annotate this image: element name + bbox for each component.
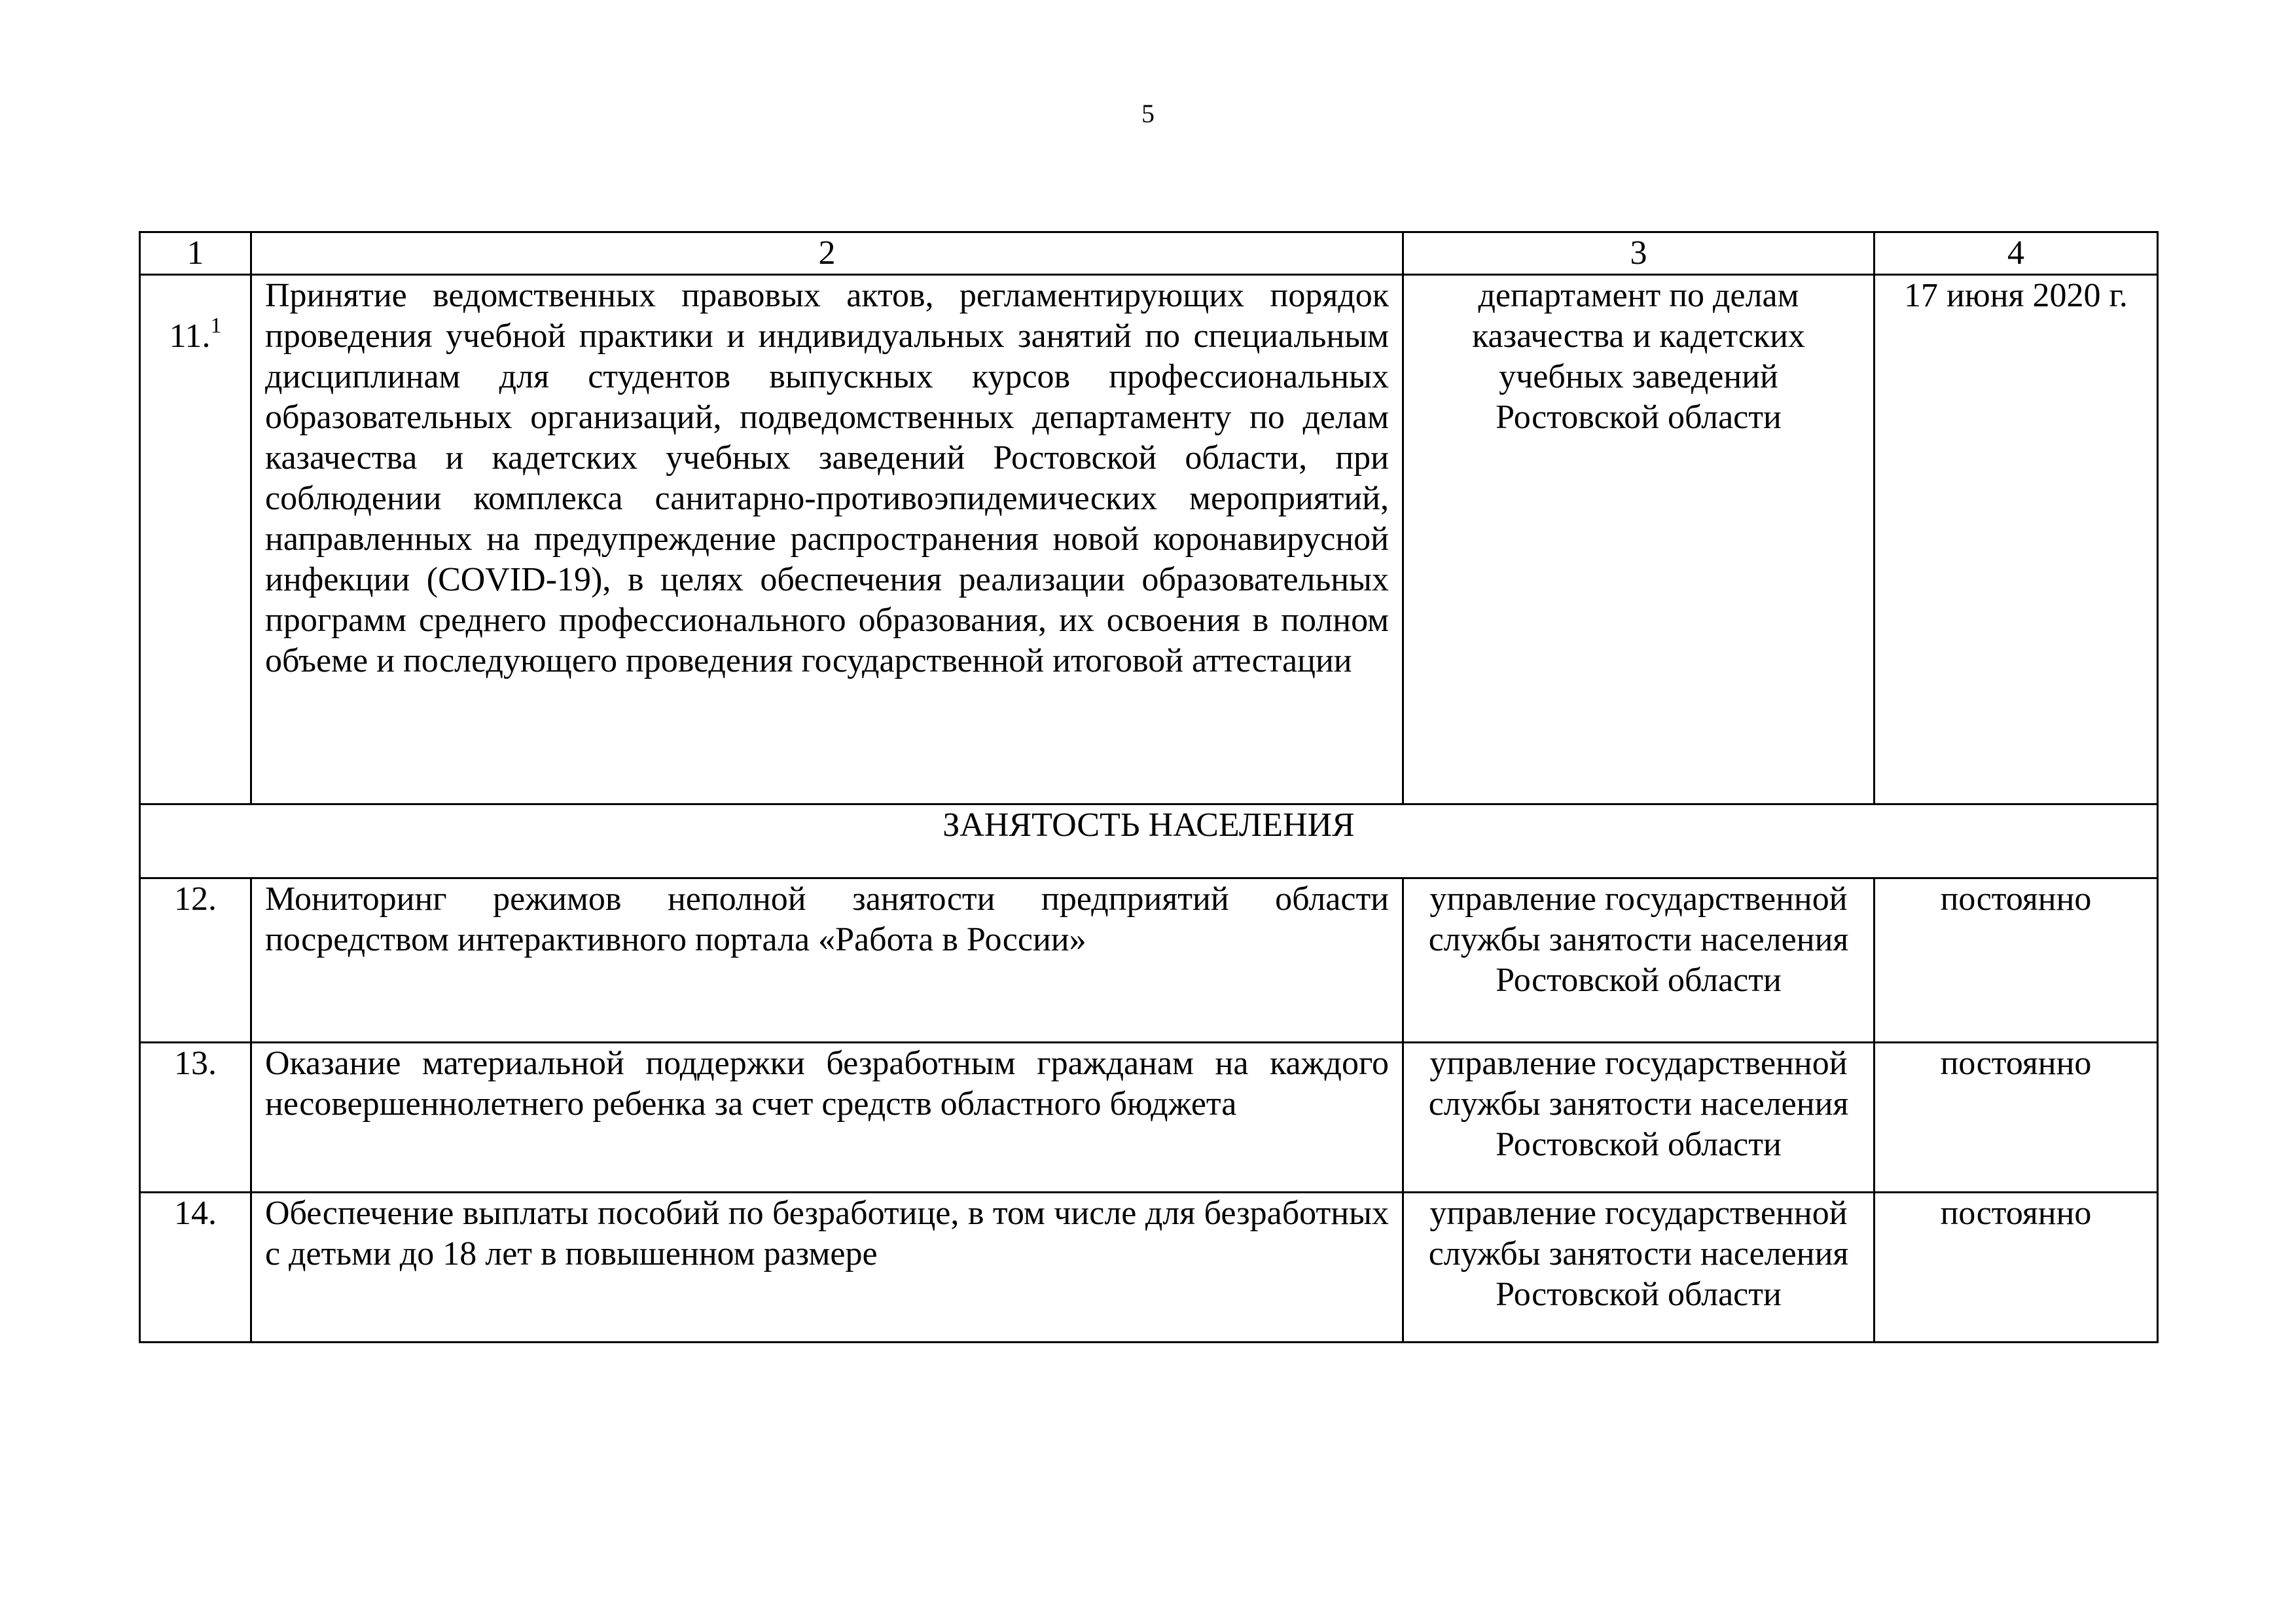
table-row	[140, 878, 2158, 1043]
responsible-cell: управление государственной службы занятости населения Ростовской области	[1403, 878, 1874, 1043]
deadline-cell: постоянно	[1874, 1043, 2158, 1193]
header-cell-3: 3	[1403, 232, 1874, 275]
table-header-row	[140, 232, 2158, 275]
deadline-cell: постоянно	[1874, 878, 2158, 1043]
section-title: ЗАНЯТОСТЬ НАСЕЛЕНИЯ	[140, 804, 2158, 878]
header-cell-2: 2	[251, 232, 1403, 275]
row-number	[140, 275, 251, 804]
plan-table	[139, 231, 2159, 1343]
table-row	[140, 1043, 2158, 1193]
deadline-cell: постоянно	[1874, 1193, 2158, 1343]
row-number-superscript: 1	[210, 314, 222, 338]
table-row	[140, 275, 2158, 804]
row-number-text: 11.	[169, 317, 211, 355]
activity-cell: Оказание материальной поддержки безработным гражданам на каждого несовершеннолетнего ребенка за счет средств областного бюджета	[251, 1043, 1403, 1193]
activity-cell: Принятие ведомственных правовых актов, регламентирующих порядок проведения учебной практики и индивидуальных занятий по специальным дисциплинам для студентов выпускных курсов профессиональных образовательных организаций, подведомственных департаменту по делам казачества и кадетских учебных заведений Ростовской области, при соблюдении комплекса санитарно-противоэпидемических мероприятий, направленных на предупреждение распространения новой коронавирусной инфекции (COVID-19), в целях обеспечения реализации образовательных программ среднего профессионального образования, их освоения в полном объеме и последующего проведения государственной итоговой аттестации	[251, 275, 1403, 804]
header-cell-1: 1	[140, 232, 251, 275]
responsible-cell: управление государственной службы занятости населения Ростовской области	[1403, 1043, 1874, 1193]
activity-cell: Обеспечение выплаты пособий по безработице, в том числе для безработных с детьми до 18 лет в повышенном размере	[251, 1193, 1403, 1343]
section-row	[140, 804, 2158, 878]
row-number: 13.	[140, 1043, 251, 1193]
row-number: 14.	[140, 1193, 251, 1343]
deadline-cell: 17 июня 2020 г.	[1874, 275, 2158, 804]
table-row	[140, 1193, 2158, 1343]
page-number: 5	[1141, 99, 1155, 128]
header-cell-4: 4	[1874, 232, 2158, 275]
responsible-cell: департамент по делам казачества и кадетских учебных заведений Ростовской области	[1403, 275, 1874, 804]
responsible-cell: управление государственной службы занятости населения Ростовской области	[1403, 1193, 1874, 1343]
activity-cell: Мониторинг режимов неполной занятости предприятий области посредством интерактивного портала «Работа в России»	[251, 878, 1403, 1043]
row-number: 12.	[140, 878, 251, 1043]
